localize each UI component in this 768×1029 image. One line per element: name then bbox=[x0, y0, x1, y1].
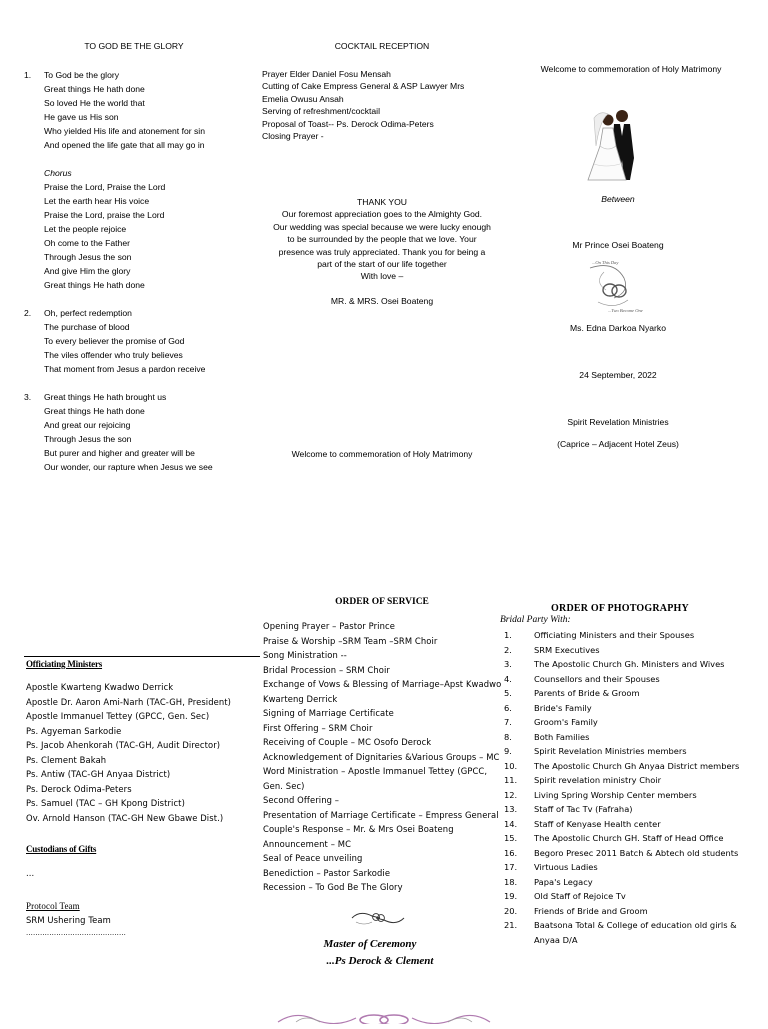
photography-item-number: 13. bbox=[504, 804, 518, 814]
photography-item-number: 11. bbox=[504, 775, 518, 785]
photography-item bbox=[500, 773, 758, 788]
service-item: Couple's Response – Mr. & Mrs Osei Boateng bbox=[263, 824, 454, 834]
photography-item-number: 7. bbox=[504, 717, 512, 727]
photography-item-text: Officiating Ministers and their Spouses bbox=[534, 630, 695, 640]
photography-item-number: 3. bbox=[504, 659, 512, 669]
hymn-line: That moment from Jesus a pardon receive bbox=[44, 364, 206, 374]
service-item: Song Ministration -- bbox=[263, 650, 347, 660]
hymn-line: To every believer the promise of God bbox=[44, 336, 185, 346]
hymn-line: Great things He hath done bbox=[44, 406, 145, 416]
verse-number: 3. bbox=[24, 392, 32, 402]
wedding-date: 24 September, 2022 bbox=[579, 370, 657, 380]
thank-you-line: presence was truly appreciated. Thank you for being a bbox=[278, 246, 486, 257]
service-item: Exchange of Vows & Blessing of Marriage–Apst Kwadwo bbox=[263, 679, 502, 689]
photography-item-text: SRM Executives bbox=[534, 644, 600, 655]
photography-item-number: 17. bbox=[504, 862, 518, 872]
photography-item bbox=[500, 875, 758, 890]
service-item: Acknowledgement of Dignitaries &Various Groups – MC bbox=[263, 751, 500, 762]
photography-item-text: Papa's Legacy bbox=[534, 876, 593, 887]
minister-name: Ps. Clement Bakah bbox=[26, 754, 107, 765]
photography-item bbox=[500, 831, 758, 846]
service-item: Word Ministration – Apostle Immanuel Tettey (GPCC, bbox=[263, 766, 488, 776]
photography-item bbox=[500, 686, 758, 701]
photography-item-text: Staff of Tac Tv (Fafraha) bbox=[534, 804, 633, 814]
custodians-title: Custodians of Gifts bbox=[26, 844, 97, 854]
protocol-section bbox=[26, 899, 262, 938]
cocktail-item: Prayer Elder Daniel Fosu Mensah bbox=[262, 69, 391, 79]
hymn-verse-3 bbox=[24, 390, 252, 474]
thank-you-line: Our wedding was special because we were lucky enough bbox=[273, 221, 491, 232]
photography-item bbox=[500, 918, 758, 947]
cocktail-item: Proposal of Toast-- Ps. Derock Odima-Peters bbox=[262, 118, 434, 129]
photography-item bbox=[500, 730, 758, 745]
photography-item bbox=[500, 628, 758, 643]
photography-item-text: The Apostolic Church Gh Anyaa District members bbox=[534, 760, 740, 771]
photography-item-text: The Apostolic Church GH. Staff of Head Office bbox=[534, 833, 724, 843]
rings-illustration bbox=[584, 258, 646, 314]
couple-signature: MR. & MRS. Osei Boateng bbox=[330, 295, 434, 306]
photography-item-number: 10. bbox=[504, 760, 518, 771]
service-item: Recession – To God Be The Glory bbox=[263, 882, 403, 892]
hymn-line: And opened the life gate that all may go in bbox=[44, 140, 205, 150]
photography-item-text: Living Spring Worship Center members bbox=[534, 789, 697, 800]
thank-you-lines bbox=[258, 208, 506, 282]
thank-you-line: Our foremost appreciation goes to the Almighty God. bbox=[281, 209, 483, 220]
photography-item-number: 15. bbox=[504, 833, 518, 843]
cocktail-section bbox=[262, 40, 502, 142]
service-item: Gen. Sec) bbox=[263, 780, 305, 791]
mc-title: Master of Ceremony bbox=[323, 938, 417, 950]
verse-lines bbox=[44, 306, 205, 376]
rings-top-text: ...On This Day bbox=[592, 260, 619, 265]
chorus-line: Let the earth hear His voice bbox=[44, 196, 150, 206]
photography-item-number: 20. bbox=[504, 905, 518, 916]
rings-bottom-text: ...Two Become One bbox=[608, 308, 643, 313]
hymn-line: The viles offender who truly believes bbox=[44, 350, 183, 360]
chorus-line: Praise the Lord, praise the Lord bbox=[44, 210, 165, 220]
service-item: Bridal Procession – SRM Choir bbox=[263, 664, 390, 675]
bride-groom-illustration bbox=[586, 106, 646, 184]
photography-item-number: 18. bbox=[504, 876, 518, 887]
photography-item-text: Spirit revelation ministry Choir bbox=[534, 775, 662, 785]
photography-item-number: 8. bbox=[504, 731, 512, 742]
hymn-line: To God be the glory bbox=[44, 70, 120, 80]
minister-name: Ps. Samuel (TAC – GH Kpong District) bbox=[26, 798, 185, 808]
officiating-title: Officiating Ministers bbox=[26, 659, 103, 669]
between-label: Between bbox=[601, 194, 635, 204]
order-of-photography-title: ORDER OF PHOTOGRAPHY bbox=[551, 603, 689, 614]
hymn-chorus bbox=[44, 166, 252, 292]
photography-item bbox=[500, 744, 758, 759]
photography-item bbox=[500, 715, 758, 730]
service-item: Praise & Worship –SRM Team –SRM Choir bbox=[263, 635, 438, 646]
photography-item-text: Parents of Bride & Groom bbox=[534, 688, 640, 698]
photography-item-number: 12. bbox=[504, 789, 518, 800]
chorus-line: And give Him the glory bbox=[44, 266, 131, 276]
service-item: Presentation of Marriage Certificate – Empress General bbox=[263, 809, 499, 820]
hymn-line: Our wonder, our rapture when Jesus we see bbox=[44, 462, 213, 472]
photography-item-text: Bride's Family bbox=[534, 702, 592, 713]
photography-item-number: 16. bbox=[504, 847, 518, 858]
verse-number: 2. bbox=[24, 308, 32, 318]
service-item: Benediction – Pastor Sarkodie bbox=[263, 867, 391, 878]
chorus-line: Through Jesus the son bbox=[44, 252, 132, 262]
minister-name: Ps. Jacob Ahenkorah (TAC-GH, Audit Director) bbox=[26, 740, 221, 750]
hymn-line: The purchase of blood bbox=[44, 322, 130, 332]
cocktail-item: Serving of refreshment/cocktail bbox=[262, 106, 380, 117]
service-item: Seal of Peace unveiling bbox=[263, 853, 363, 863]
bride-name: Ms. Edna Darkoa Nyarko bbox=[570, 323, 666, 333]
thank-you-line: to be surrounded by the people that we love. Your bbox=[287, 234, 477, 245]
verse-lines bbox=[44, 390, 213, 474]
verse-number: 1. bbox=[24, 70, 32, 80]
service-item: Receiving of Couple – MC Osofo Derock bbox=[263, 737, 432, 747]
photography-item bbox=[500, 672, 758, 687]
venue-name: Spirit Revelation Ministries bbox=[567, 417, 669, 427]
order-of-service-list bbox=[263, 619, 507, 895]
rings-hands-ornament bbox=[350, 906, 406, 930]
photography-list bbox=[500, 628, 758, 947]
minister-name: Ps. Derock Odima-Peters bbox=[26, 783, 132, 794]
photography-item-text: Spirit Revelation Ministries members bbox=[534, 746, 687, 756]
photography-item bbox=[500, 657, 758, 672]
photography-item-number: 6. bbox=[504, 702, 512, 713]
cocktail-title: COCKTAIL RECEPTION bbox=[334, 41, 430, 51]
photography-item-text: Both Families bbox=[534, 731, 590, 742]
photography-item bbox=[500, 802, 758, 817]
hymn-verse-2 bbox=[24, 306, 252, 376]
chorus-line: Oh come to the Father bbox=[44, 238, 130, 248]
ministers-list bbox=[26, 680, 262, 825]
venue-location: (Caprice – Adjacent Hotel Zeus) bbox=[557, 439, 679, 449]
thank-you-section bbox=[258, 196, 506, 307]
photography-item bbox=[500, 860, 758, 875]
photography-item-number: 4. bbox=[504, 673, 512, 684]
service-item: Opening Prayer – Pastor Prince bbox=[263, 621, 395, 631]
custodians-value: ... bbox=[26, 868, 35, 878]
hymn-line: Great things He hath brought us bbox=[44, 392, 167, 402]
photography-item bbox=[500, 904, 758, 919]
mc-names: ...Ps Derock & Clement bbox=[326, 955, 434, 967]
photography-item-number: 2. bbox=[504, 644, 512, 655]
service-item: Signing of Marriage Certificate bbox=[263, 708, 394, 718]
hymn-line: But purer and higher and greater will be bbox=[44, 448, 195, 458]
hymn-line: And great our rejoicing bbox=[44, 420, 131, 430]
cover-welcome: Welcome to commemoration of Holy Matrimony bbox=[540, 64, 722, 74]
hymn-line: Oh, perfect redemption bbox=[44, 308, 132, 318]
minister-name: Ps. Antiw (TAC-GH Anyaa District) bbox=[26, 769, 171, 779]
photography-item-text: Staff of Kenyase Health center bbox=[534, 818, 661, 829]
chorus-lines bbox=[44, 180, 252, 292]
service-item: Second Offering – bbox=[263, 795, 340, 805]
hymn-line: So loved He the world that bbox=[44, 98, 145, 108]
thank-you-line: part of the start of our life together bbox=[317, 259, 447, 270]
photography-item-number: 9. bbox=[504, 746, 512, 756]
officiating-section bbox=[26, 657, 262, 825]
hymn-line: Who yielded His life and atonement for sin bbox=[44, 126, 205, 136]
photography-item bbox=[500, 817, 758, 832]
photography-item bbox=[500, 701, 758, 716]
thank-you-line: With love – bbox=[360, 271, 404, 282]
photography-item bbox=[500, 788, 758, 803]
photography-item-number: 14. bbox=[504, 818, 518, 829]
photography-item-number: 5. bbox=[504, 688, 512, 698]
service-item: First Offering – SRM Choir bbox=[263, 722, 373, 733]
hymn-section bbox=[24, 40, 252, 474]
hymn-line: Great things He hath done bbox=[44, 84, 145, 94]
photography-item bbox=[500, 889, 758, 904]
photography-subtitle: Bridal Party With: bbox=[500, 615, 571, 625]
photography-item-text: Friends of Bride and Groom bbox=[534, 905, 648, 916]
hymn-verse-1 bbox=[24, 68, 252, 152]
photography-item-text: Groom's Family bbox=[534, 717, 598, 727]
minister-name: Ps. Agyeman Sarkodie bbox=[26, 725, 122, 736]
photography-item bbox=[500, 759, 758, 774]
photography-item-text: Counsellors and their Spouses bbox=[534, 673, 660, 684]
photography-item-text: Begoro Presec 2011 Batch & Abtech old students bbox=[534, 847, 739, 858]
protocol-value: SRM Ushering Team bbox=[26, 915, 111, 925]
chorus-line: Let the people rejoice bbox=[44, 224, 127, 234]
minister-name: Apostle Dr. Aaron Ami-Narh (TAC-GH, President) bbox=[26, 696, 232, 707]
chorus-line: Praise the Lord, Praise the Lord bbox=[44, 182, 166, 192]
photography-item-text: Old Staff of Rejoice Tv bbox=[534, 891, 626, 901]
bottom-ornament bbox=[276, 1008, 492, 1024]
cocktail-lines bbox=[262, 68, 502, 142]
chorus-label: Chorus bbox=[44, 168, 72, 178]
welcome-middle: Welcome to commemoration of Holy Matrimony bbox=[291, 449, 473, 459]
photography-item-number: 1. bbox=[504, 630, 512, 640]
hymn-line: He gave us His son bbox=[44, 112, 119, 122]
order-of-service-title: ORDER OF SERVICE bbox=[335, 597, 429, 607]
photography-item-text: Virtuous Ladies bbox=[534, 862, 598, 872]
cocktail-item: Emelia Owusu Ansah bbox=[262, 93, 344, 104]
service-item: Kwarteng Derrick bbox=[263, 693, 338, 704]
hymn-title: TO GOD BE THE GLORY bbox=[84, 41, 184, 51]
verse-lines bbox=[44, 68, 205, 152]
protocol-dots: ........................................... bbox=[26, 928, 126, 937]
thank-you-title: THANK YOU bbox=[357, 197, 407, 207]
groom-name: Mr Prince Osei Boateng bbox=[572, 240, 664, 250]
chorus-line: Great things He hath done bbox=[44, 280, 145, 290]
minister-name: Ov. Arnold Hanson (TAC-GH New Gbawe Dist.) bbox=[26, 812, 224, 823]
cocktail-item: Closing Prayer - bbox=[262, 131, 324, 142]
photography-item bbox=[500, 846, 758, 861]
hymn-line: Through Jesus the son bbox=[44, 434, 132, 444]
photography-item-text: Baatsona Total & College of education old girls & Anyaa D/A bbox=[534, 920, 737, 945]
photography-item-number: 21. bbox=[504, 920, 518, 930]
service-item: Announcement – MC bbox=[263, 838, 352, 849]
minister-name: Apostle Immanuel Tettey (GPCC, Gen. Sec) bbox=[26, 711, 210, 721]
protocol-title: Protocol Team bbox=[26, 901, 80, 911]
cocktail-item: Cutting of Cake Empress General & ASP Lawyer Mrs bbox=[262, 81, 465, 92]
photography-item-number: 19. bbox=[504, 891, 518, 901]
minister-name: Apostle Kwarteng Kwadwo Derrick bbox=[26, 682, 174, 692]
custodians-section bbox=[26, 842, 262, 881]
photography-item-text: The Apostolic Church Gh. Ministers and Wives bbox=[534, 659, 725, 669]
photography-item bbox=[500, 643, 758, 658]
